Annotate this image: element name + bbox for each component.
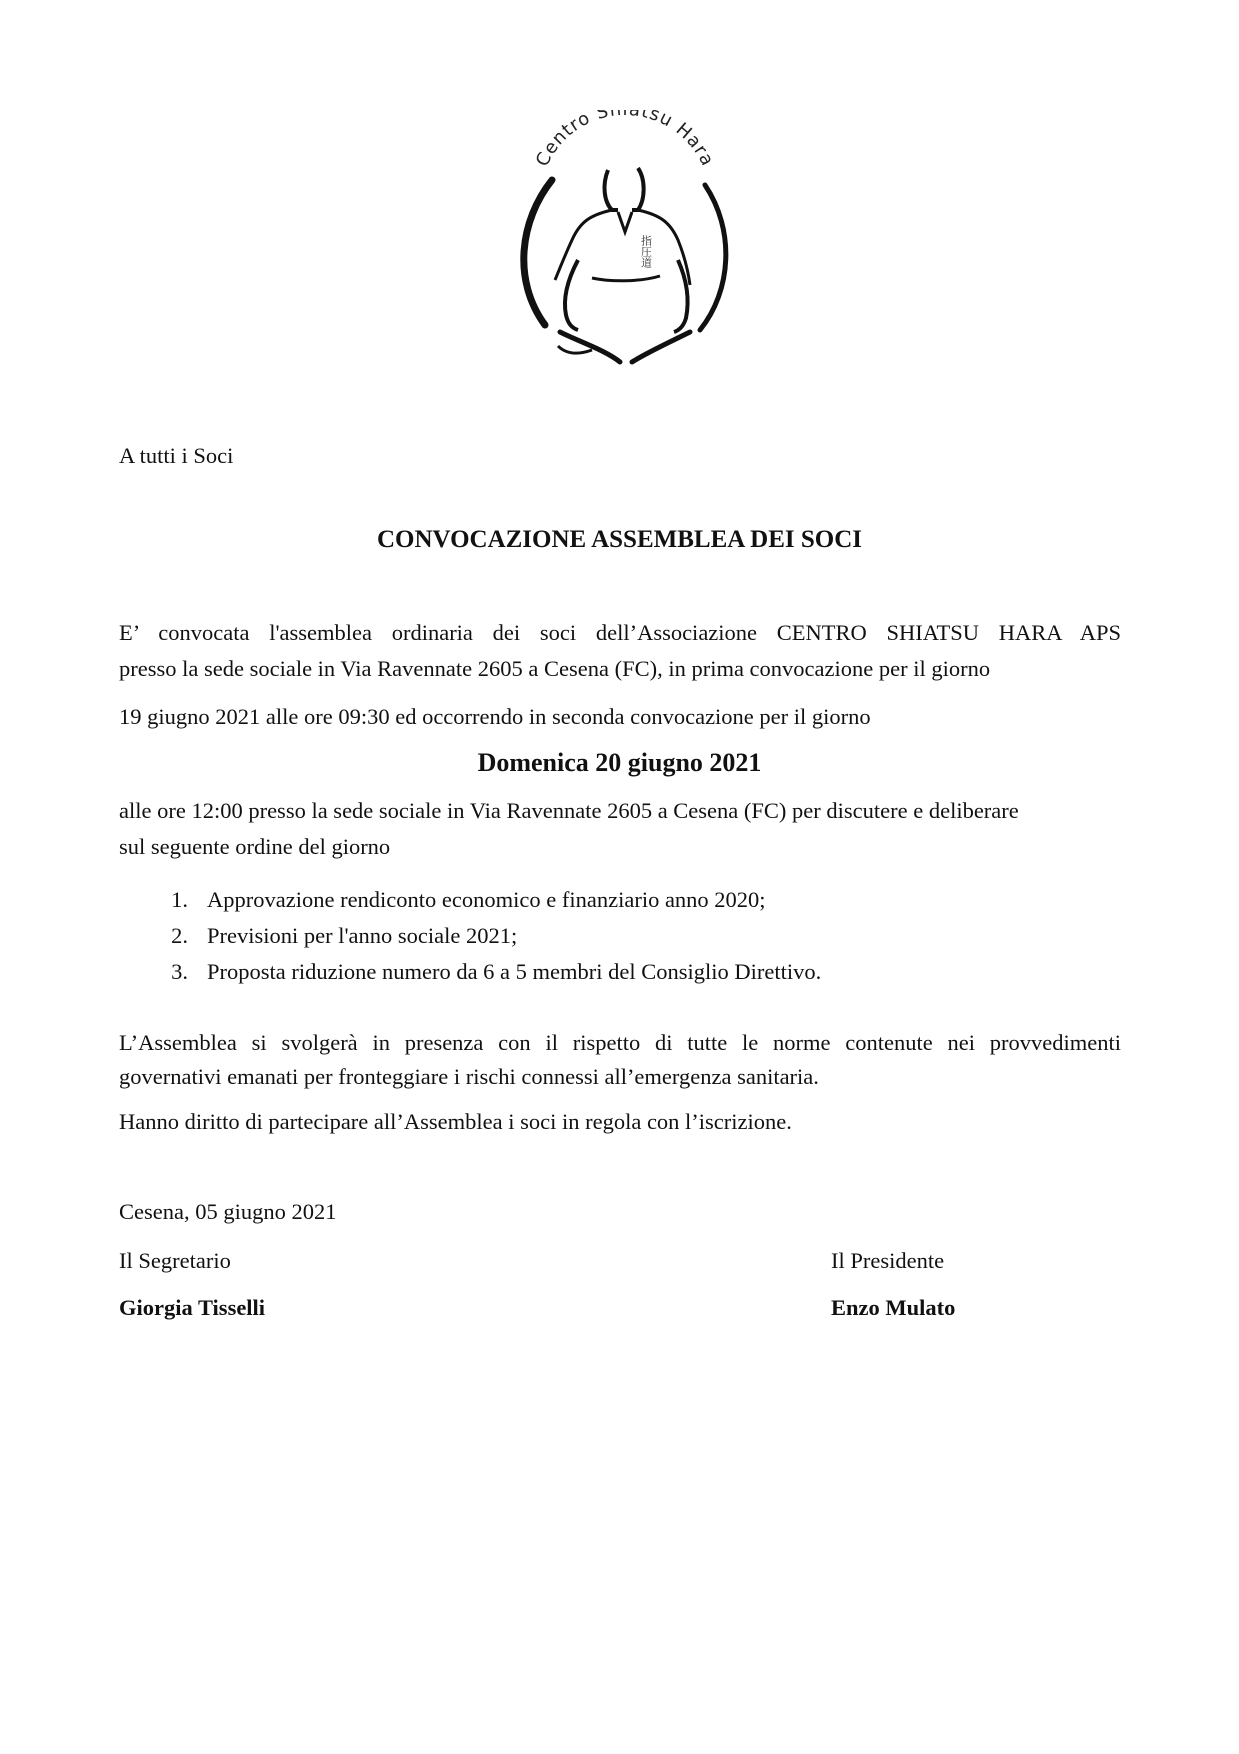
agenda-item: Approvazione rendiconto economico e finanziario anno 2020;: [207, 887, 766, 912]
notice-line-2: governativi emanati per fronteggiare i rischi connessi all’emergenza sanitaria.: [119, 1064, 819, 1089]
logo-text: Centro S atsu Hara: [531, 110, 719, 170]
logo-kanji: 指圧道: [639, 235, 653, 268]
agenda-item: Proposta riduzione numero da 6 a 5 membri del Consiglio Direttivo.: [207, 959, 822, 984]
agenda-item: Previsioni per l'anno sociale 2021;: [207, 923, 518, 948]
place-and-date: Cesena, 05 giugno 2021: [119, 1199, 337, 1224]
svg-text:Centro Shiatsu Hara: [532, 110, 718, 170]
intro-line-3: 19 giugno 2021 alle ore 09:30 ed occorrendo in seconda convocazione per il giorno: [119, 704, 871, 729]
details-line-1: alle ore 12:00 presso la sede sociale in Via Ravennate 2605 a Cesena (FC) per discutere e deliberare: [119, 798, 1019, 823]
agenda-number: 1.: [171, 887, 188, 912]
salutation: A tutti i Soci: [119, 443, 234, 468]
shiatsu-figure-icon: [500, 110, 750, 390]
agenda-number: 3.: [171, 959, 188, 984]
eligibility-note: Hanno diritto di partecipare all’Assemblea i soci in regola con l’iscrizione.: [119, 1109, 792, 1134]
secretary-role: Il Segretario: [119, 1248, 231, 1273]
document-title: CONVOCAZIONE ASSEMBLEA DEI SOCI: [376, 526, 863, 553]
president-role: Il Presidente: [831, 1248, 945, 1273]
president-name: Enzo Mulato: [831, 1295, 956, 1320]
intro-line-2: presso la sede sociale in Via Ravennate 2605 a Cesena (FC), in prima convocazione per il giorno: [119, 656, 991, 681]
intro-line-1: E’ convocata l'assemblea ordinaria dei soci dell’Associazione CENTRO SHIATSU HARA APS: [119, 620, 1121, 645]
second-convocation-date: Domenica 20 giugno 2021: [477, 748, 762, 777]
notice-line-1: L’Assemblea si svolgerà in presenza con il rispetto di tutte le norme contenute nei provvedimenti: [119, 1030, 1121, 1055]
agenda-number: 2.: [171, 923, 188, 948]
association-logo: [500, 110, 750, 390]
details-line-2: sul seguente ordine del giorno: [119, 834, 391, 859]
secretary-name: Giorgia Tisselli: [119, 1295, 266, 1320]
